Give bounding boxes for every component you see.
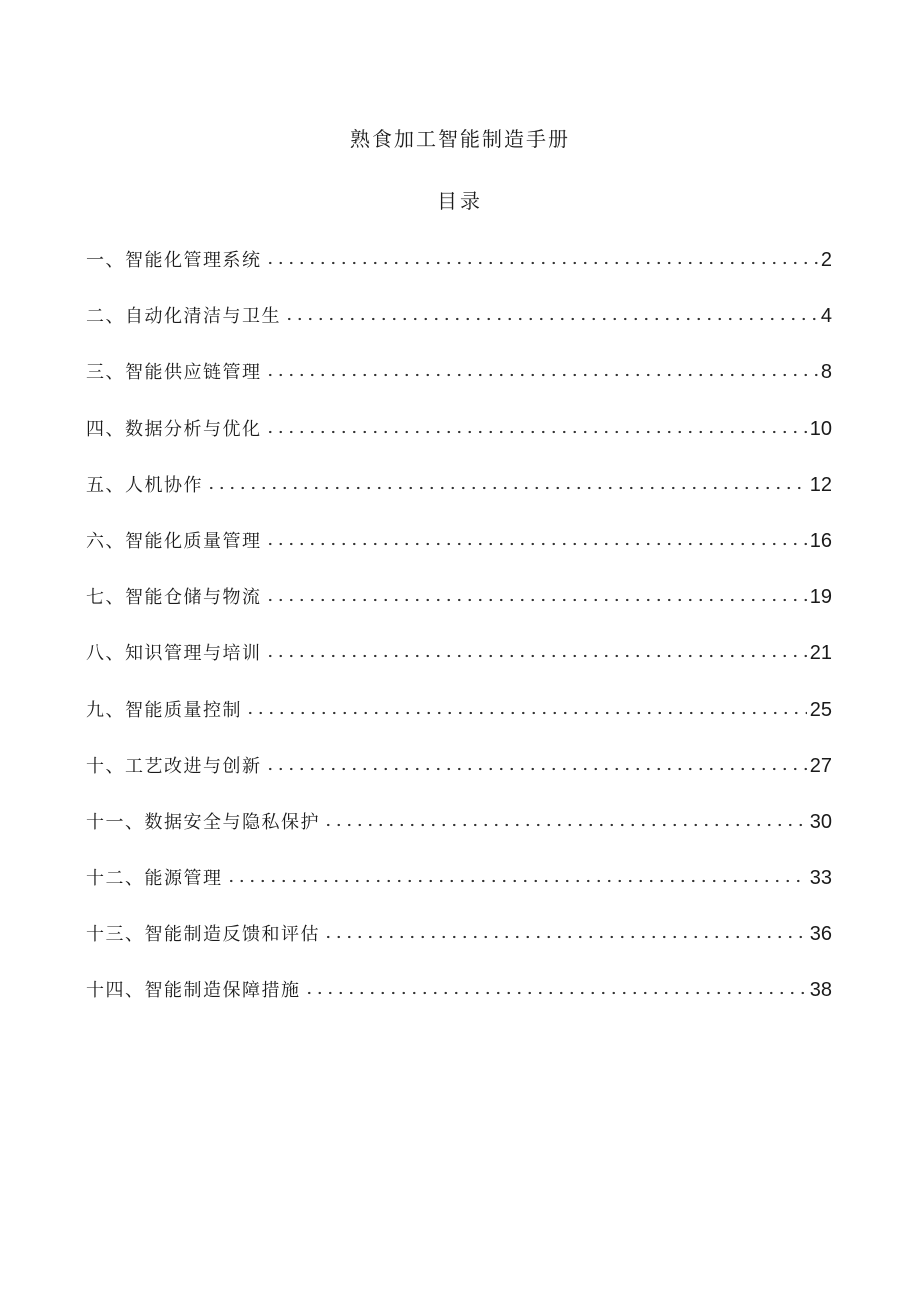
dot-leader [265,261,818,265]
dot-leader [206,486,807,490]
dot-leader [265,654,807,658]
toc-entry[interactable] [86,245,832,301]
toc-entry-page-number[interactable]: 21 [809,642,832,665]
toc-entry-label[interactable]: 二、自动化清洁与卫生 [86,306,281,328]
toc-entry[interactable] [86,301,832,357]
table-of-contents [86,245,832,1032]
dot-leader [265,598,807,602]
toc-entry-page-number[interactable]: 33 [809,867,832,890]
document-title: 熟食加工智能制造手册 [350,127,570,151]
toc-entry-label[interactable]: 十三、智能制造反馈和评估 [86,924,320,946]
dot-leader [245,711,807,715]
toc-entry[interactable] [86,863,832,919]
toc-entry[interactable] [86,751,832,807]
toc-entry-label[interactable]: 九、智能质量控制 [86,699,242,721]
toc-entry-page-number[interactable]: 36 [809,923,832,946]
toc-entry-label[interactable]: 十四、智能制造保障措施 [86,980,301,1002]
toc-entry[interactable] [86,414,832,470]
toc-entry-label[interactable]: 十、工艺改进与创新 [86,755,262,777]
toc-entry[interactable] [86,638,832,694]
dot-leader [226,879,807,883]
toc-heading: 目录 [437,189,483,213]
toc-entry-page-number[interactable]: 4 [820,305,832,328]
toc-entry-label[interactable]: 十一、数据安全与隐私保护 [86,811,320,833]
toc-entry-page-number[interactable]: 12 [809,473,832,496]
toc-entry[interactable] [86,470,832,526]
toc-entry-page-number[interactable]: 30 [809,810,832,833]
toc-entry-label[interactable]: 十二、能源管理 [86,868,223,890]
toc-entry-label[interactable]: 七、智能仓储与物流 [86,587,262,609]
toc-entry[interactable] [86,357,832,413]
toc-entry-page-number[interactable]: 8 [820,361,832,384]
toc-entry-page-number[interactable]: 38 [809,979,832,1002]
dot-leader [323,935,807,939]
toc-entry[interactable] [86,975,832,1031]
dot-leader [284,317,818,321]
dot-leader [323,823,807,827]
toc-entry-label[interactable]: 四、数据分析与优化 [86,418,262,440]
toc-entry-page-number[interactable]: 19 [809,586,832,609]
toc-entry-page-number[interactable]: 27 [809,754,832,777]
dot-leader [265,430,807,434]
toc-entry-label[interactable]: 六、智能化质量管理 [86,530,262,552]
toc-entry-page-number[interactable]: 2 [820,249,832,271]
toc-entry[interactable] [86,919,832,975]
toc-entry[interactable] [86,582,832,638]
toc-entry-label[interactable]: 三、智能供应链管理 [86,362,262,384]
toc-entry-page-number[interactable]: 10 [809,417,832,440]
toc-entry-label[interactable]: 八、知识管理与培训 [86,643,262,665]
toc-entry-page-number[interactable]: 25 [809,698,832,721]
toc-entry[interactable] [86,526,832,582]
toc-entry-page-number[interactable]: 16 [809,529,832,552]
dot-leader [265,542,807,546]
toc-entry-label[interactable]: 五、人机协作 [86,474,203,496]
dot-leader [265,373,818,377]
dot-leader [265,767,807,771]
toc-entry[interactable] [86,807,832,863]
dot-leader [304,991,807,995]
toc-entry-label[interactable]: 一、智能化管理系统 [86,250,262,271]
toc-entry[interactable] [86,695,832,751]
